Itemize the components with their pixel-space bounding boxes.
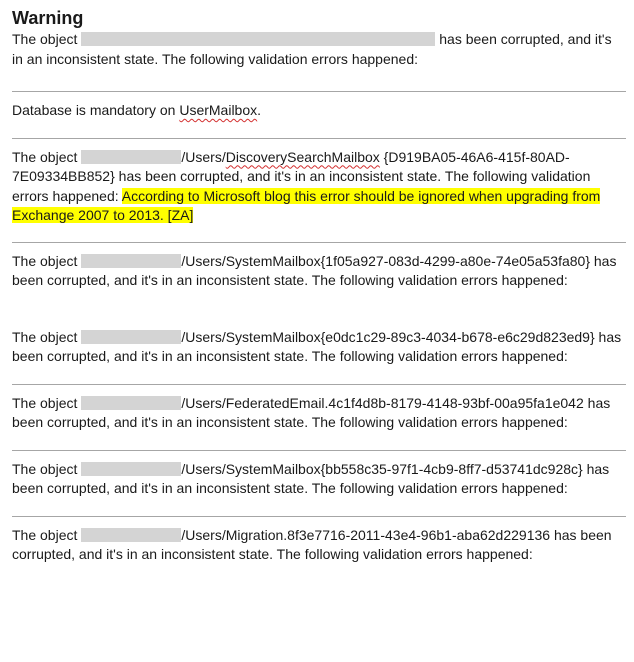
- entry-prefix: The object: [12, 394, 78, 411]
- intro-suffix: has been corrupted, and it's in an inconsistent state. The following validation errors happened:: [12, 31, 612, 67]
- redacted-object-name: [81, 32, 435, 46]
- redacted-domain: [81, 254, 181, 268]
- entry-suffix: has been corrupted, and it's in an inconsistent state. The following validation errors happened:: [12, 328, 622, 364]
- mandatory-prefix: Database is mandatory on: [12, 102, 180, 118]
- redacted-domain: [81, 396, 181, 410]
- redacted-domain: [81, 528, 181, 542]
- section-divider: [12, 91, 626, 92]
- intro-paragraph: [12, 30, 626, 69]
- highlighted-note: According to Microsoft blog this error should be ignored when upgrading from Exchange 2007 to 2013. [ZA]: [12, 187, 601, 223]
- entry-path: /Users/FederatedEmail.4c1f4d8b-8179-4148-93bf-00a95fa1e042: [181, 394, 584, 411]
- section-divider: [12, 138, 626, 139]
- entry-path: /Users/SystemMailbox{1f05a927-083d-4299-a80e-74e05a53fa80}: [181, 252, 590, 269]
- section-divider: [12, 450, 626, 451]
- intro-prefix: The object: [12, 31, 78, 47]
- entry-prefix: The object: [12, 328, 78, 345]
- page-title: Warning: [12, 8, 84, 28]
- mandatory-paragraph: [12, 101, 626, 121]
- discovery-path-after: {D919BA05-46A6-415f-80AD-7E09334BB852} has been corrupted, and it's in an inconsistent state. The following validation errors happened:: [12, 148, 591, 204]
- section-divider: [12, 384, 626, 385]
- section-divider: [12, 516, 626, 517]
- entry-prefix: The object: [12, 526, 78, 543]
- spelling-flag-discovery-mailbox: DiscoverySearchMailbox: [225, 148, 380, 165]
- redacted-domain: [81, 150, 181, 164]
- entry-suffix: has been corrupted, and it's in an inconsistent state. The following validation errors happened:: [12, 394, 611, 430]
- discovery-prefix: The object: [12, 148, 78, 165]
- entry-paragraph: [12, 252, 626, 291]
- entry-prefix: The object: [12, 460, 78, 477]
- entry-path: /Users/SystemMailbox{bb558c35-97f1-4cb9-8ff7-d53741dc928c}: [181, 460, 583, 477]
- redacted-domain: [81, 462, 181, 476]
- redacted-domain: [81, 330, 181, 344]
- entry-suffix: has been corrupted, and it's in an inconsistent state. The following validation errors happened:: [12, 526, 612, 562]
- entry-prefix: The object: [12, 252, 78, 269]
- entry-suffix: has been corrupted, and it's in an inconsistent state. The following validation errors happened:: [12, 252, 617, 288]
- entry-path: /Users/SystemMailbox{e0dc1c29-89c3-4034-b678-e6c29d823ed9}: [181, 328, 595, 345]
- entry-paragraph: [12, 526, 626, 565]
- entry-suffix: has been corrupted, and it's in an inconsistent state. The following validation errors happened:: [12, 460, 610, 496]
- document-body: [12, 6, 626, 565]
- spelling-flag-usermailbox: UserMailbox: [179, 102, 258, 118]
- entry-path: /Users/Migration.8f3e7716-2011-43e4-96b1-aba62d229136: [181, 526, 551, 543]
- mandatory-suffix: .: [257, 102, 262, 118]
- discovery-path-before: /Users/: [181, 148, 226, 165]
- entry-paragraph: [12, 394, 626, 433]
- entry-paragraph: [12, 328, 626, 367]
- section-divider: [12, 242, 626, 243]
- discovery-paragraph: [12, 148, 626, 226]
- entry-paragraph: [12, 460, 626, 499]
